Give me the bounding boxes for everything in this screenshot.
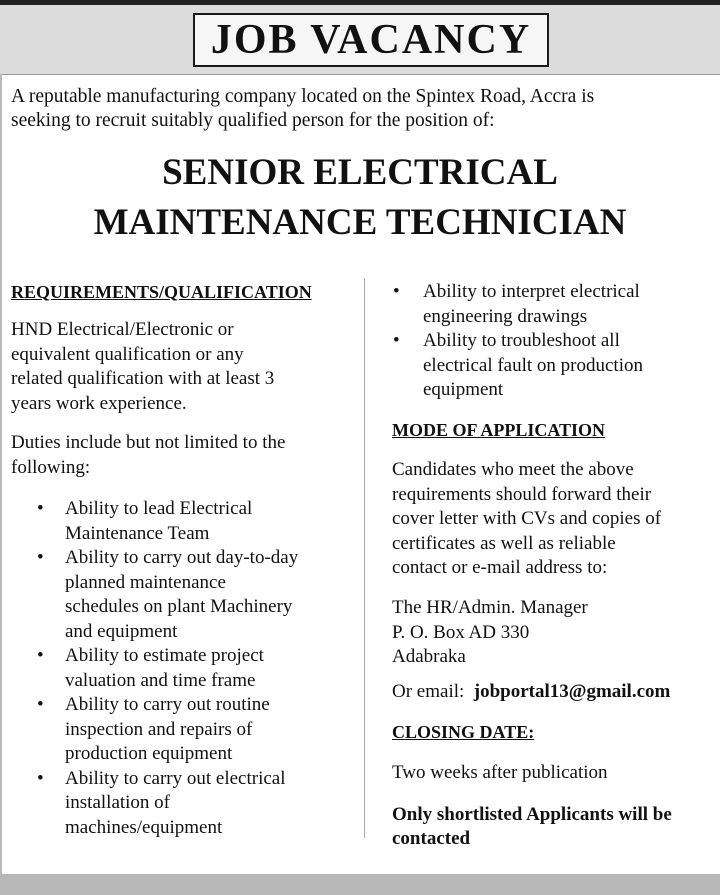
list-item	[11, 644, 298, 693]
list-item-text: schedules on plant Machinery	[65, 596, 293, 617]
list-item-text: installation of	[65, 792, 171, 813]
list-item-text: valuation and time frame	[65, 669, 256, 691]
qualification-line: related qualification with at least 3	[11, 368, 275, 389]
list-item	[11, 693, 298, 767]
list-item-text: electrical fault on production	[423, 354, 643, 376]
list-item-text: planned maintenance	[65, 571, 226, 593]
address-line: P. O. Box AD 330	[392, 621, 530, 643]
email-address: jobportal13@gmail.com	[473, 681, 671, 702]
list-item	[369, 280, 643, 329]
application-line: contact or e-mail address to:	[392, 557, 608, 578]
list-item-text: Maintenance Team	[65, 522, 210, 544]
list-item-text: • Ability to carry out routine	[65, 694, 270, 715]
duties-list-continued	[369, 280, 643, 403]
list-item-text: production equipment	[65, 743, 233, 764]
address-line: The HR/Admin. Manager	[392, 597, 588, 618]
duties-line: Duties include but not limited to the	[11, 432, 286, 453]
list-item	[11, 546, 298, 644]
email-label: Or email:	[392, 681, 465, 702]
header-band	[0, 5, 720, 75]
qualification-line: years work experience.	[11, 392, 187, 414]
list-item-text: • Ability to interpret electrical	[423, 281, 640, 302]
duties-list	[11, 497, 298, 840]
list-item	[11, 497, 298, 546]
list-item-text: machines/equipment	[65, 816, 223, 838]
qualification-line: HND Electrical/Electronic or	[11, 319, 234, 340]
application-line: Candidates who meet the above	[392, 459, 634, 480]
address-line: Adabraka	[392, 646, 466, 667]
intro-line: seeking to recruit suitably qualified person for the position of:	[11, 110, 495, 131]
list-item-text: equipment	[423, 379, 504, 400]
email-line	[392, 680, 670, 705]
application-paragraph	[392, 458, 661, 581]
application-line: cover letter with CVs and copies of	[392, 508, 662, 529]
list-item-text: and equipment	[65, 620, 178, 642]
list-item-text: • Ability to carry out electrical	[65, 767, 286, 789]
application-heading: MODE OF APPLICATION	[392, 420, 606, 440]
qualification-line: equivalent qualification or any	[11, 343, 244, 365]
application-line: certificates as well as reliable	[392, 532, 616, 554]
duties-paragraph	[11, 431, 285, 480]
qualification-paragraph	[11, 318, 274, 416]
shortlist-note-line: contacted	[392, 828, 471, 849]
duties-line: following:	[11, 456, 91, 478]
closing-date-heading: CLOSING DATE:	[392, 722, 535, 742]
bottom-band	[0, 874, 720, 895]
list-item-text: • Ability to carry out day-to-day	[65, 547, 299, 568]
list-item	[369, 329, 643, 403]
position-title-line-2: MAINTENANCE TECHNICIAN	[93, 202, 627, 243]
shortlist-note-line: Only shortlisted Applicants will be	[392, 804, 672, 825]
closing-date-value	[392, 761, 608, 786]
position-title-line-1: SENIOR ELECTRICAL	[162, 152, 558, 193]
intro-line: A reputable manufacturing company located on the Spintex Road, Accra is	[11, 86, 595, 107]
application-line: requirements should forward their	[392, 483, 652, 505]
list-item-text: inspection and repairs of	[65, 718, 253, 740]
list-item-text: • Ability to troubleshoot all	[423, 330, 620, 351]
page-title: JOB VACANCY	[193, 13, 549, 67]
list-item	[11, 767, 298, 841]
requirements-heading: REQUIREMENTS/QUALIFICATION	[11, 282, 312, 302]
list-item-text: • Ability to lead Electrical	[65, 498, 253, 519]
list-item-text: • Ability to estimate project	[65, 645, 264, 666]
shortlist-note	[392, 803, 672, 851]
address-block	[392, 596, 588, 670]
list-item-text: engineering drawings	[423, 305, 588, 327]
closing-date-text: Two weeks after publication	[392, 762, 608, 783]
column-divider	[364, 278, 365, 838]
intro-paragraph	[11, 85, 711, 133]
